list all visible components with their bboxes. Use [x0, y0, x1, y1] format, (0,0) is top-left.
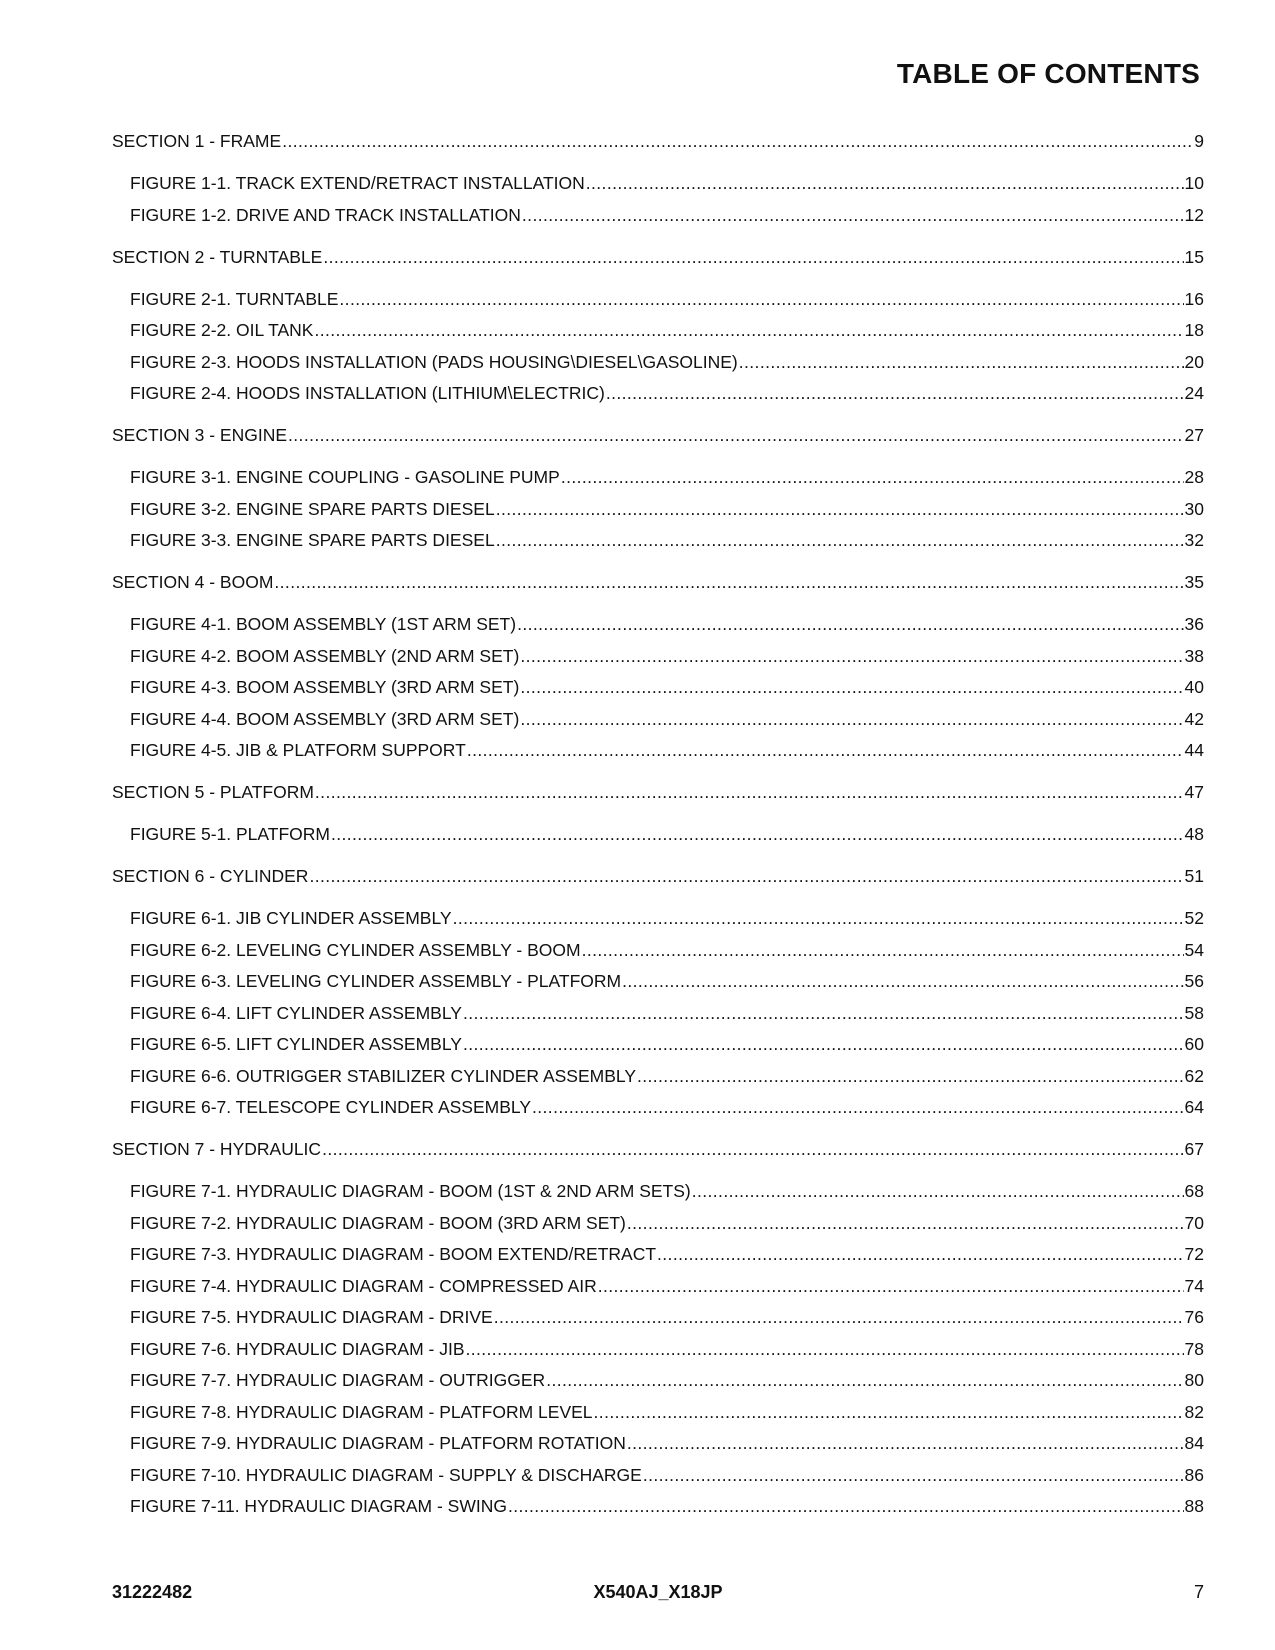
toc-figure-entry[interactable]: [112, 1432, 1204, 1454]
toc-entry-page-number: 74: [1184, 1275, 1204, 1296]
toc-figure-entry[interactable]: [112, 1306, 1204, 1328]
toc-dot-leader: [508, 1495, 1184, 1517]
toc-entry-label: FIGURE 7-4. HYDRAULIC DIAGRAM - COMPRESSED AIR: [130, 1275, 597, 1296]
toc-section-entry[interactable]: [112, 1138, 1204, 1160]
toc-entry-label: FIGURE 7-2. HYDRAULIC DIAGRAM - BOOM (3RD ARM SET): [130, 1212, 626, 1233]
toc-entry-label: SECTION 3 - ENGINE: [112, 425, 288, 445]
toc-dot-leader: [520, 676, 1183, 698]
toc-figure-entry[interactable]: [112, 1495, 1204, 1517]
toc-dot-leader: [315, 781, 1184, 803]
toc-entry-label: FIGURE 2-2. OIL TANK: [130, 320, 314, 340]
toc-entry-page-number: 42: [1184, 708, 1204, 729]
toc-entry-label: FIGURE 4-1. BOOM ASSEMBLY (1ST ARM SET): [130, 614, 517, 634]
toc-entry-page-number: 88: [1184, 1496, 1204, 1516]
toc-dot-leader: [463, 1033, 1184, 1055]
toc-entry-page-number: 84: [1184, 1433, 1204, 1453]
toc-section-entry[interactable]: [112, 424, 1204, 446]
toc-entry-label: FIGURE 5-1. PLATFORM: [130, 824, 330, 844]
toc-dot-leader: [622, 970, 1183, 992]
toc-entry-label: FIGURE 6-6. OUTRIGGER STABILIZER CYLINDER ASSEMBLY: [130, 1065, 636, 1086]
toc-entry-page-number: 51: [1184, 866, 1204, 886]
toc-entry-label: FIGURE 6-1. JIB CYLINDER ASSEMBLY: [130, 908, 452, 928]
toc-entry-page-number: 60: [1184, 1034, 1204, 1054]
toc-entry-page-number: 18: [1184, 320, 1204, 340]
toc-entry-page-number: 76: [1184, 1307, 1204, 1327]
toc-figure-entry[interactable]: [112, 1401, 1204, 1423]
toc-dot-leader: [467, 739, 1184, 761]
toc-dot-leader: [314, 319, 1183, 341]
toc-entry-label: SECTION 5 - PLATFORM: [112, 782, 314, 802]
toc-entry-page-number: 44: [1184, 740, 1204, 760]
toc-entry-page-number: 20: [1184, 351, 1204, 372]
toc-dot-leader: [466, 1338, 1184, 1360]
toc-entry-label: FIGURE 7-10. HYDRAULIC DIAGRAM - SUPPLY & DISCHARGE: [130, 1464, 642, 1485]
toc-figure-entry[interactable]: [112, 351, 1204, 373]
toc-figure-entry[interactable]: [112, 529, 1204, 551]
toc-dot-leader: [627, 1212, 1184, 1234]
toc-dot-leader: [288, 424, 1184, 446]
toc-entry-page-number: 54: [1184, 939, 1204, 960]
toc-figure-entry[interactable]: [112, 907, 1204, 929]
toc-entry-label: FIGURE 7-8. HYDRAULIC DIAGRAM - PLATFORM LEVEL: [130, 1401, 593, 1422]
toc-entry-page-number: 35: [1184, 572, 1204, 592]
toc-figure-entry[interactable]: [112, 1464, 1204, 1486]
toc-dot-leader: [606, 382, 1184, 404]
toc-entry-page-number: 28: [1184, 467, 1204, 487]
toc-entry-label: FIGURE 4-3. BOOM ASSEMBLY (3RD ARM SET): [130, 677, 520, 697]
toc-figure-entry[interactable]: [112, 1002, 1204, 1024]
toc-entry-label: FIGURE 3-2. ENGINE SPARE PARTS DIESEL: [130, 498, 495, 519]
toc-dot-leader: [494, 1306, 1184, 1328]
toc-figure-entry[interactable]: [112, 613, 1204, 635]
footer-model: X540AJ_X18JP: [593, 1582, 723, 1602]
toc-entry-page-number: 52: [1184, 908, 1204, 928]
toc-dot-leader: [463, 1002, 1184, 1024]
toc-entry-page-number: 12: [1184, 204, 1204, 225]
toc-dot-leader: [586, 172, 1184, 194]
toc-section-entry[interactable]: [112, 865, 1204, 887]
toc-figure-entry[interactable]: [112, 645, 1204, 667]
toc-entry-label: FIGURE 4-2. BOOM ASSEMBLY (2ND ARM SET): [130, 645, 520, 666]
toc-entry-label: FIGURE 7-3. HYDRAULIC DIAGRAM - BOOM EXTEND/RETRACT: [130, 1244, 657, 1264]
table-of-contents: [112, 130, 1204, 1517]
toc-entry-page-number: 58: [1184, 1002, 1204, 1023]
toc-entry-label: FIGURE 2-1. TURNTABLE: [130, 288, 339, 309]
toc-entry-page-number: 68: [1184, 1181, 1204, 1201]
toc-entry-label: SECTION 4 - BOOM: [112, 572, 274, 592]
toc-figure-entry[interactable]: [112, 823, 1204, 845]
toc-entry-label: FIGURE 4-5. JIB & PLATFORM SUPPORT: [130, 740, 466, 760]
toc-entry-page-number: 67: [1184, 1139, 1204, 1159]
toc-figure-entry[interactable]: [112, 1243, 1204, 1265]
toc-entry-label: FIGURE 1-1. TRACK EXTEND/RETRACT INSTALLATION: [130, 173, 585, 193]
toc-entry-label: FIGURE 3-3. ENGINE SPARE PARTS DIESEL: [130, 530, 495, 550]
toc-dot-leader: [274, 571, 1183, 593]
toc-entry-label: SECTION 1 - FRAME: [112, 131, 282, 151]
toc-entry-page-number: 40: [1184, 677, 1204, 697]
toc-figure-entry[interactable]: [112, 970, 1204, 992]
toc-entry-label: SECTION 2 - TURNTABLE: [112, 246, 323, 267]
toc-dot-leader: [637, 1065, 1184, 1087]
toc-entry-label: FIGURE 6-3. LEVELING CYLINDER ASSEMBLY - PLATFORM: [130, 971, 622, 991]
toc-figure-entry[interactable]: [112, 1212, 1204, 1234]
toc-entry-page-number: 48: [1184, 824, 1204, 844]
toc-entry-label: FIGURE 7-5. HYDRAULIC DIAGRAM - DRIVE: [130, 1307, 493, 1327]
toc-entry-page-number: 32: [1184, 530, 1204, 550]
toc-entry-page-number: 38: [1184, 645, 1204, 666]
footer-doc-number: 31222482: [112, 1582, 193, 1602]
toc-figure-entry[interactable]: [112, 1096, 1204, 1118]
toc-entry-page-number: 72: [1184, 1244, 1204, 1264]
toc-dot-leader: [532, 1096, 1184, 1118]
toc-figure-entry[interactable]: [112, 1180, 1204, 1202]
toc-entry-page-number: 62: [1184, 1065, 1204, 1086]
toc-section-entry[interactable]: [112, 130, 1204, 152]
toc-entry-page-number: 16: [1184, 288, 1204, 309]
toc-entry-label: SECTION 6 - CYLINDER: [112, 866, 309, 886]
toc-entry-label: FIGURE 6-7. TELESCOPE CYLINDER ASSEMBLY: [130, 1097, 532, 1117]
toc-entry-label: FIGURE 7-1. HYDRAULIC DIAGRAM - BOOM (1ST & 2ND ARM SETS): [130, 1181, 691, 1201]
toc-section-entry[interactable]: [112, 246, 1204, 268]
toc-dot-leader: [692, 1180, 1184, 1202]
toc-figure-entry[interactable]: [112, 1065, 1204, 1087]
toc-dot-leader: [322, 1138, 1183, 1160]
toc-entry-page-number: 15: [1184, 246, 1204, 267]
toc-entry-label: FIGURE 6-2. LEVELING CYLINDER ASSEMBLY - BOOM: [130, 939, 581, 960]
toc-dot-leader: [496, 498, 1184, 520]
footer-page-number: 7: [1193, 1582, 1204, 1602]
toc-dot-leader: [331, 823, 1184, 845]
toc-figure-entry[interactable]: [112, 1033, 1204, 1055]
toc-dot-leader: [594, 1401, 1184, 1423]
page-footer: [112, 1582, 1204, 1606]
toc-figure-entry[interactable]: [112, 1338, 1204, 1360]
toc-entry-label: FIGURE 3-1. ENGINE COUPLING - GASOLINE PUMP: [130, 467, 560, 487]
toc-dot-leader: [657, 1243, 1184, 1265]
toc-entry-page-number: 47: [1184, 782, 1204, 802]
toc-dot-leader: [582, 939, 1184, 961]
toc-figure-entry[interactable]: [112, 204, 1204, 226]
toc-entry-label: FIGURE 7-11. HYDRAULIC DIAGRAM - SWING: [130, 1496, 507, 1516]
toc-entry-label: FIGURE 7-6. HYDRAULIC DIAGRAM - JIB: [130, 1338, 465, 1359]
toc-dot-leader: [546, 1369, 1183, 1391]
toc-entry-label: FIGURE 7-9. HYDRAULIC DIAGRAM - PLATFORM ROTATION: [130, 1433, 626, 1453]
toc-entry-page-number: 24: [1184, 383, 1204, 403]
toc-entry-page-number: 9: [1194, 131, 1204, 151]
page-title: TABLE OF CONTENTS: [896, 58, 1200, 89]
toc-entry-page-number: 70: [1184, 1212, 1204, 1233]
toc-figure-entry[interactable]: [112, 498, 1204, 520]
toc-section-entry[interactable]: [112, 571, 1204, 593]
toc-section-entry[interactable]: [112, 781, 1204, 803]
toc-dot-leader: [496, 529, 1184, 551]
toc-entry-page-number: 64: [1184, 1097, 1204, 1117]
toc-dot-leader: [520, 645, 1183, 667]
toc-dot-leader: [561, 466, 1184, 488]
toc-dot-leader: [627, 1432, 1184, 1454]
toc-dot-leader: [643, 1464, 1184, 1486]
toc-dot-leader: [598, 1275, 1184, 1297]
toc-entry-page-number: 78: [1184, 1338, 1204, 1359]
toc-figure-entry[interactable]: [112, 172, 1204, 194]
toc-figure-entry[interactable]: [112, 319, 1204, 341]
toc-dot-leader: [323, 246, 1183, 268]
toc-figure-entry[interactable]: [112, 1369, 1204, 1391]
toc-dot-leader: [453, 907, 1184, 929]
toc-entry-label: FIGURE 2-4. HOODS INSTALLATION (LITHIUM\ELECTRIC): [130, 383, 605, 403]
toc-figure-entry[interactable]: [112, 739, 1204, 761]
toc-entry-page-number: 10: [1184, 173, 1204, 193]
toc-figure-entry[interactable]: [112, 676, 1204, 698]
toc-dot-leader: [282, 130, 1193, 152]
toc-entry-page-number: 27: [1184, 425, 1204, 445]
toc-dot-leader: [309, 865, 1183, 887]
toc-entry-label: FIGURE 7-7. HYDRAULIC DIAGRAM - OUTRIGGER: [130, 1370, 546, 1390]
toc-entry-label: FIGURE 1-2. DRIVE AND TRACK INSTALLATION: [130, 204, 521, 225]
toc-entry-label: FIGURE 6-4. LIFT CYLINDER ASSEMBLY: [130, 1002, 462, 1023]
toc-dot-leader: [520, 708, 1183, 730]
toc-figure-entry[interactable]: [112, 382, 1204, 404]
toc-dot-leader: [517, 613, 1183, 635]
toc-entry-label: FIGURE 4-4. BOOM ASSEMBLY (3RD ARM SET): [130, 708, 520, 729]
toc-entry-label: SECTION 7 - HYDRAULIC: [112, 1139, 322, 1159]
toc-figure-entry[interactable]: [112, 466, 1204, 488]
toc-dot-leader: [522, 204, 1184, 226]
toc-entry-page-number: 82: [1184, 1401, 1204, 1422]
toc-figure-entry[interactable]: [112, 288, 1204, 310]
toc-entry-page-number: 30: [1184, 498, 1204, 519]
toc-entry-page-number: 86: [1184, 1464, 1204, 1485]
toc-figure-entry[interactable]: [112, 1275, 1204, 1297]
toc-entry-label: FIGURE 6-5. LIFT CYLINDER ASSEMBLY: [130, 1034, 462, 1054]
toc-figure-entry[interactable]: [112, 939, 1204, 961]
toc-entry-page-number: 36: [1184, 614, 1204, 634]
toc-figure-entry[interactable]: [112, 708, 1204, 730]
toc-entry-page-number: 80: [1184, 1370, 1204, 1390]
toc-entry-label: FIGURE 2-3. HOODS INSTALLATION (PADS HOUSING\DIESEL\GASOLINE): [130, 351, 738, 372]
toc-dot-leader: [339, 288, 1183, 310]
toc-entry-page-number: 56: [1184, 971, 1204, 991]
toc-dot-leader: [739, 351, 1184, 373]
